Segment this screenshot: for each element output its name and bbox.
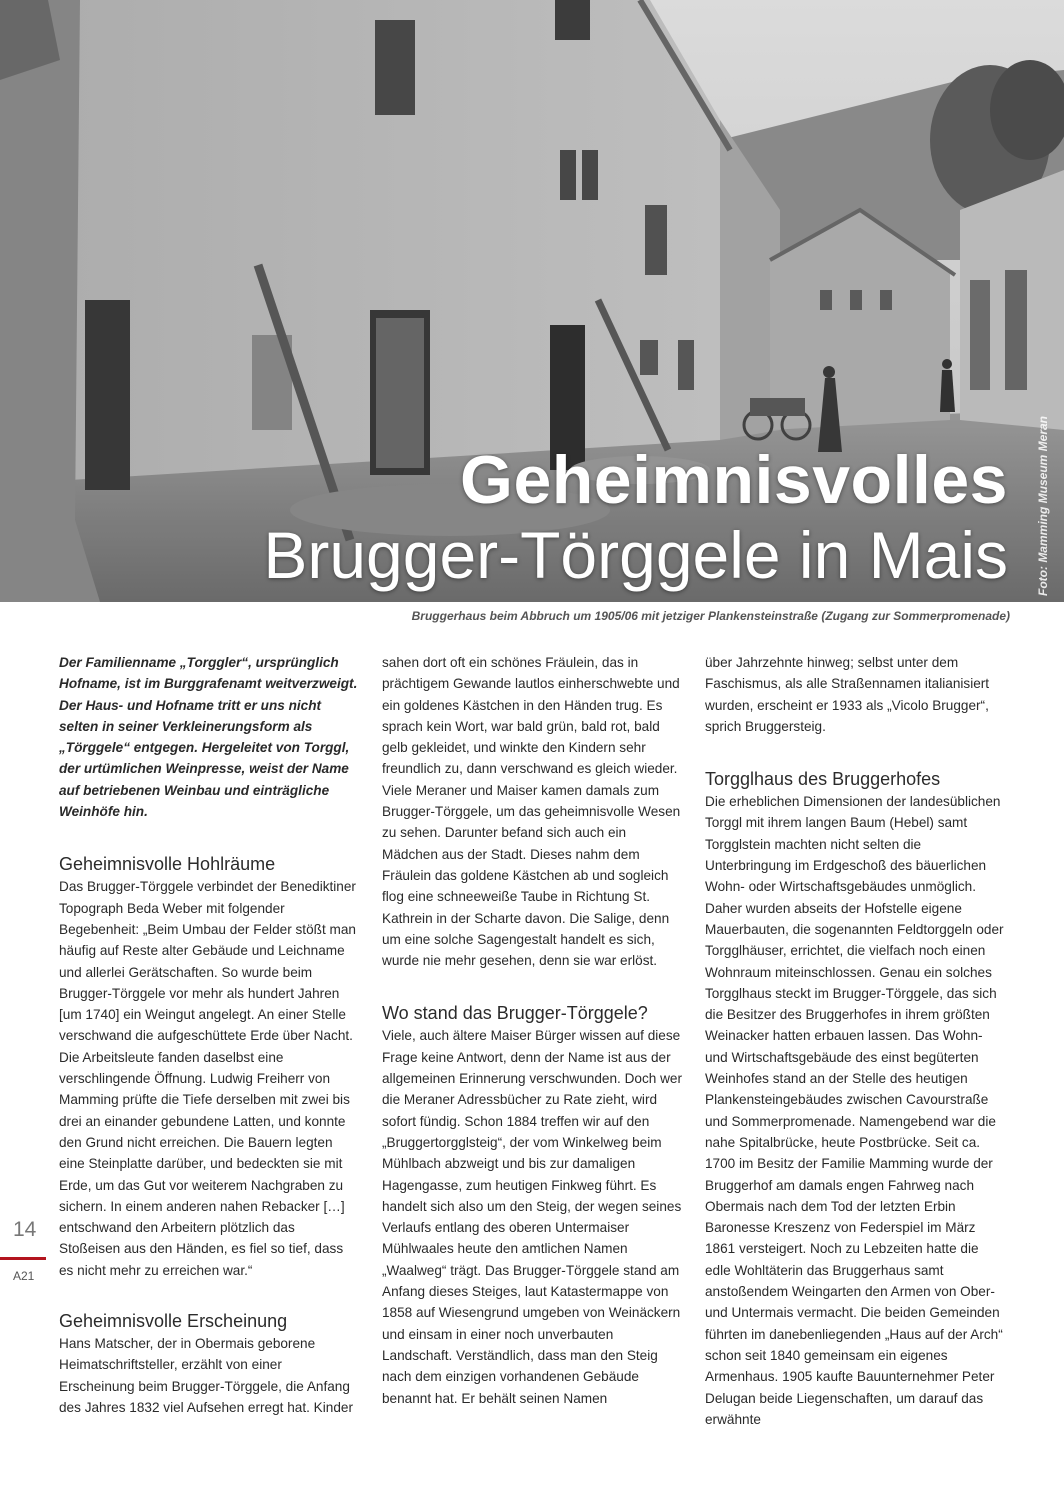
text-column-3 — [705, 652, 1005, 1430]
lead-paragraph: Der Familienname „Torggler“, ursprünglich Hofname, ist im Burggrafenamt weitverzweigt. Der Haus- und Hofname tritt er uns nicht selten in seiner Verkleinerungsform als „Törggele“ entgegen. Hergeleitet von Torggl, der urtümlichen Weinpresse, weist der Name auf betriebenen Weinbau und einträgliche Weinhöfe hin. — [59, 655, 358, 820]
page-number: 14 — [13, 1218, 37, 1241]
section-heading-hohlraeume: Geheimnisvolle Hohlräume — [59, 854, 276, 875]
section-heading-wo-stand: Wo stand das Brugger-Törggele? — [382, 1003, 648, 1024]
hero-photo — [0, 0, 1064, 602]
paragraph: Die erheblichen Dimensionen der landesüblichen Torggl mit ihrem langen Baum (Hebel) samt Torgglstein machten nicht selten die Unterbringung im Erdgeschoß des bäuerlichen Wohn- oder Wirtschaftsgebäudes unmöglich. Daher wurden abseits der Hofstelle eigene Mauerbauten, die sogenannten Feldtorggeln oder Torgglhäuser, errichtet, die vielfach noch einen Wohnraum miteinschlossen. Genau ein solches Torgglhaus steckt im Brugger-Törggele, das sich die Besitzer des Bruggerhofes in ihrem größten Weinacker hatten erbauen lassen. Das Wohn- und Wirtschaftsgebäude des einst begüterten Weinhofes stand an der Stelle des heutigen Plankensteingebäudes zwischen Cavourstraße und Sommerpromenade. Namengebend war die nahe Spitalbrücke, heute Postbrücke. Seit ca. 1700 im Besitz der Familie Mamming wurde der Bruggerhof am damals engen Fahrweg nach Obermais nach dem Tod der letzten Erbin Baronesse Kreszenz von Federspiel im März 1861 versteigert. Noch zu Lebzeiten hatte die edle Wohltäterin das Bruggerhaus samt anstoßendem Weingarten den Armen von Ober- und Untermais vermacht. Die beiden Gemeinden führten im danebenliegenden „Haus auf der Arch“ schon seit 1840 gemeinsam ein eigenes Armenhaus. 1905 kaufte Bauunternehmer Peter Delugan beide Liegenschaften, um darauf das erwähnte — [705, 794, 1004, 1427]
section-heading-erscheinung: Geheimnisvolle Erscheinung — [59, 1311, 288, 1332]
paragraph: sahen dort oft ein schönes Fräulein, das in prächtigem Gewande lautlos einherschwebte und ein goldenes Kästchen in den Händen trug. Es sprach kein Wort, war bald grün, bald rot, bald gelb gekleidet, und winkte den Kindern sehr freundlich zu, dann verschwand es gleich wieder. Viele Meraner und Maiser kamen damals zum Brugger-Törggele, um das geheimnisvolle Wesen zu sehen. Darunter befand sich auch ein Mädchen aus der Stadt. Dieses nahm dem Fräulein das goldene Kästchen ab und sogleich flog eine schneeweiße Taube in Richtung St. Kathrein in der Scharte davon. Die Salige, denn um eine solche Sagengestalt handelt es sich, wurde nie mehr gesehen, denn sie war erlöst. — [382, 655, 681, 969]
title-line-1: Geheimnisvolles — [460, 442, 1008, 518]
paragraph: Das Brugger-Törggele verbindet der Benediktiner Topograph Beda Weber mit folgender Begebenheit: „Beim Umbau der Felder stößt man häufig auf Reste alter Gebäude und Leichname und allerlei Gerätschaften. So wurde beim Brugger-Törggele vor mehr als hundert Jahren [um 1740] ein Weingut angelegt. An einer Stelle verschwand die aufgeschüttete Erde über Nacht. Die Arbeitsleute fanden daselbst eine verschlingende Öffnung. Ludwig Freiherr von Mamming prüfte die Tiefe derselben mit zwei bis drei an einander gebundene Latten, und konnte den Grund nicht erreichen. Die Bauern legten eine Steinplatte darüber, und bedeckten sie mit Erde, um das Gut vor weiterem Nachgraben zu sichern. In einem anderen nahen Rebacker […] entschwand den Arbeitern plötzlich das Stoßeisen aus den Händen, es fiel so tief, dass es nicht mehr zu erreichen war.“ — [59, 879, 356, 1278]
title-line-2: Brugger-Törggele in Mais — [263, 518, 1008, 592]
paragraph: Viele, auch ältere Maiser Bürger wissen auf diese Frage keine Antwort, denn der Name ist aus der allgemeinen Erinnerung verschwunden. Doch wer die Meraner Adressbücher zu Rate zieht, wird sofort fündig. Schon 1884 treffen wir auf den „Bruggertorgglsteig“, der vom Winkelweg beim Mühlbach abzweigt und bis zur damaligen Hagengasse, zum heutigen Finkweg führt. Es handelt sich also um den Steig, der wegen seines Verlaufs entlang des oberen Untermaiser Mühlwaales heute den amtlichen Namen „Waalweg“ trägt. Das Brugger-Törggele stand am Anfang dieses Steiges, laut Katastermappe von 1858 auf Wiesengrund umgeben von Weinäckern und einsam in einer noch unverbauten Landschaft. Verständlich, dass man den Steig nach dem einzigen vorhandenen Gebäude benannt hat. Er behält seinen Namen — [382, 1028, 682, 1406]
article-title — [263, 442, 1008, 592]
photo-credit: Foto: Mamming Museum Meran — [1036, 415, 1050, 596]
page-accent-line — [0, 1257, 46, 1260]
section-heading-torgglhaus: Torgglhaus des Bruggerhofes — [705, 769, 941, 790]
text-column-1 — [59, 652, 359, 1418]
paragraph: über Jahrzehnte hinweg; selbst unter dem Faschismus, als alle Straßennamen italianisiert wurden, erscheint er 1933 als „Vicolo Brugger“, sprich Bruggersteig. — [705, 655, 990, 734]
photo-caption: Bruggerhaus beim Abbruch um 1905/06 mit jetziger Plankensteinstraße (Zugang zur Sommerpromenade) — [411, 609, 1010, 623]
text-column-2 — [382, 652, 682, 1409]
paragraph: Hans Matscher, der in Obermais geborene Heimatschriftsteller, erzählt von einer Erscheinung beim Brugger-Törggele, die Anfang des Jahres 1832 viel Aufsehen erregt hat. Kinder — [59, 1336, 353, 1415]
page-label: A21 — [13, 1269, 35, 1283]
